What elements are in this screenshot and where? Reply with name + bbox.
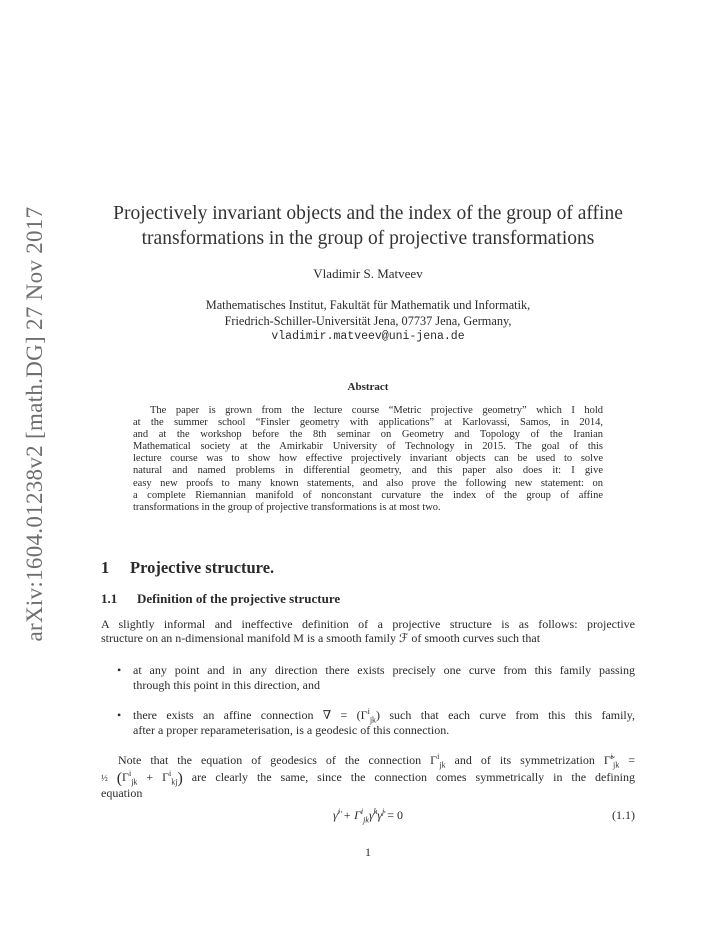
title-line-1: Projectively invariant objects and the index of the group of affine	[113, 203, 623, 224]
bullet-line: after a proper reparameterisation, is a geodesic of this connection.	[133, 722, 450, 737]
intro-line: structure on an n-dimensional manifold M is a smooth family ℱ of smooth curves such that	[101, 631, 541, 646]
subsection-number: 1.1	[101, 591, 118, 606]
abstract-body	[133, 405, 603, 514]
note-line: ½ $(\Gamma^i_{jk} + \Gamma^i_{kj})$ are clearly the same, since the connection comes symmetrically in the defining	[101, 769, 635, 787]
affiliation-line-1: Mathematisches Institut, Fakultät für Mathematik und Informatik,	[205, 298, 531, 312]
equation-number: (1.1)	[612, 808, 635, 822]
section-title: Projective structure.	[130, 558, 275, 577]
note-line: Note that the equation of geodesics of the connection $\Gamma^i_{jk}$ and of its symmetrization Γ̃$^i_{jk}$ =	[118, 752, 635, 770]
note-line: equation	[101, 786, 143, 801]
bullet-icon: •	[117, 663, 122, 677]
affiliation-line-2: Friedrich-Schiller-Universität Jena, 07737 Jena, Germany,	[224, 314, 512, 328]
page-number: 1	[365, 845, 371, 859]
arxiv-margin-stamp: arXiv:1604.01238v2 [math.DG] 27 Nov 2017	[22, 206, 47, 642]
abstract-heading: Abstract	[347, 381, 389, 393]
abstract-line: at the summer school “Finsler geometry with applications” at Karlovassi, Samos, in 2014,	[133, 417, 603, 429]
bullet-line: at any point and in any direction there exists precisely one curve from this family passing	[133, 663, 635, 677]
paper-title	[100, 201, 636, 251]
bullet-line: there exists an affine connection ∇ = $(\Gamma^i_{jk})$ such that each curve from this this family,	[133, 707, 635, 725]
equation-1-1	[101, 808, 635, 823]
section-heading	[101, 558, 274, 578]
geodesic-equation: γ̈$^i$ + $\Gamma^i_{jk}\gammȧ^k\gammȧ^j = 0$	[333, 807, 403, 825]
abstract-line: transformations in the group of projective transformations is at most two.	[133, 501, 441, 513]
abstract-line: lecture course was to show how effective projectively invariant objects can be used to solve	[133, 453, 603, 465]
bullet-icon: •	[117, 708, 122, 722]
abstract-line: and at the workshop before the 8th seminar on Geometry and Topology of the Iranian	[133, 429, 603, 441]
intro-line: A slightly informal and ineffective definition of a projective structure is as follows: projective	[101, 617, 635, 631]
note-paragraph-line-2	[101, 770, 635, 801]
subsection-heading	[101, 591, 340, 607]
abstract-line: The paper is grown from the lecture course “Metric projective geometry” which I hold	[150, 405, 603, 416]
abstract-line: easy new proofs to many known statements, and also prove the following new statement: on	[133, 477, 603, 489]
subsection-title: Definition of the projective structure	[137, 591, 341, 606]
section-number: 1	[101, 558, 110, 577]
bullet-line: through this point in this direction, and	[133, 677, 320, 692]
bullet-item-2	[117, 708, 635, 737]
author-email[interactable]: vladimir.matveev@uni-jena.de	[271, 330, 465, 343]
note-paragraph-line-1	[101, 752, 635, 770]
abstract-line: a complete Riemannian manifold of nonconstant curvature the index of the group of affine	[133, 489, 603, 501]
abstract-line: natural and named problems in differential geometry, and this paper also does it: I give	[133, 465, 603, 477]
bullet-item-1	[117, 663, 635, 692]
title-line-2: transformations in the group of projective transformations	[141, 228, 595, 249]
intro-paragraph	[101, 617, 635, 646]
abstract-line: Mathematical society at the Amirkabir University of Technology in 2015. The goal of this	[133, 441, 603, 453]
author-name: Vladimir S. Matveev	[313, 266, 423, 281]
affiliation	[100, 297, 636, 345]
